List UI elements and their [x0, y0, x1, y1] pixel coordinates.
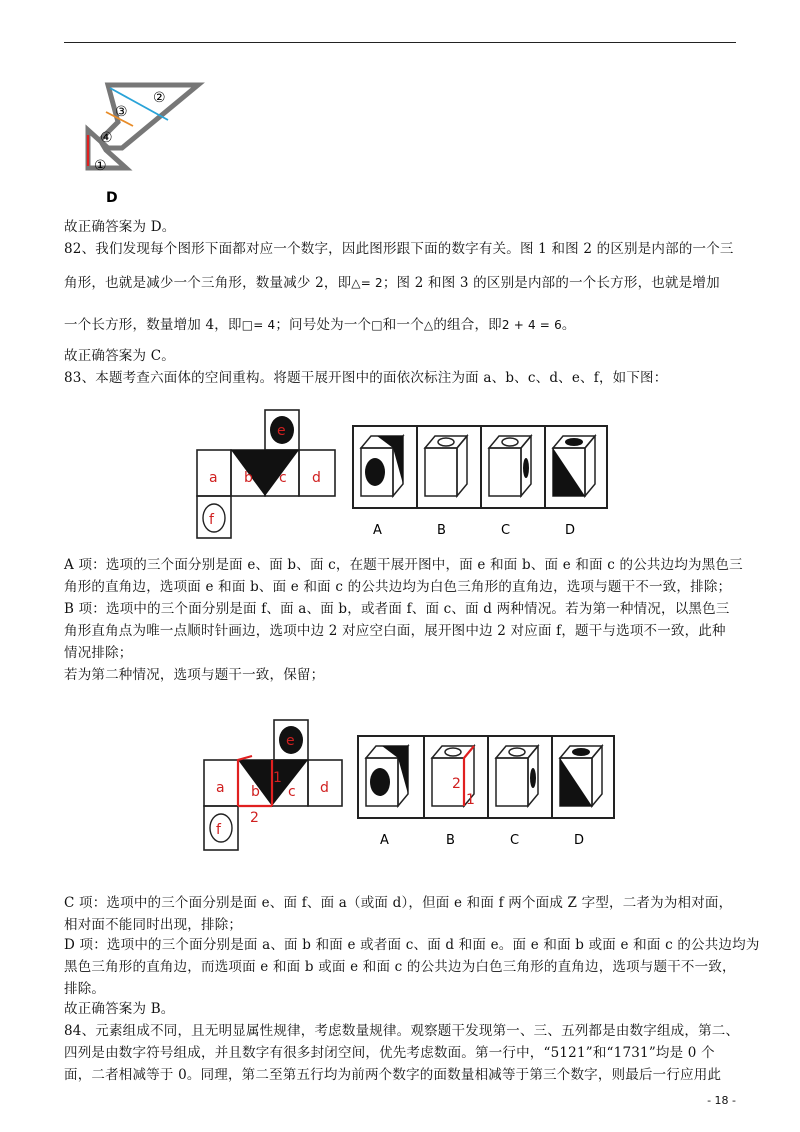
option2-label-c: C: [510, 833, 520, 848]
net2-label-a: a: [216, 780, 225, 796]
q83-b-text: B 项：选项中的三个面分别是面 f、面 a、面 b，或者面 f、面 c、面 d 两种情况。若为第一种情况，以黑色三 角形直角点为唯一点顺时针画边，选项中边 2 对应空白面，展开图中边 2 对应面 f，题干与选项不一致，此种 情况排除； 若为第二种情况，选项与题干一致，保留；: [64, 601, 730, 683]
q82-answer: 故正确答案为 C。: [64, 348, 175, 364]
triangle-icon: △: [351, 276, 361, 290]
figure-top-label: D: [106, 190, 118, 206]
figure-net-1: [195, 408, 615, 548]
q83-intro: 83、本题考查六面体的空间重构。将题干展开图中的面依次标注为面 a、b、c、d、e、f，如下图：: [64, 370, 668, 386]
figure-top-num-1: ①: [94, 158, 107, 174]
net2-label-b: b: [251, 784, 260, 800]
square-icon: □: [241, 318, 254, 332]
net2-label-d: d: [320, 780, 329, 796]
net-label-e: e: [277, 423, 286, 439]
net-label-f: f: [209, 512, 214, 528]
option-label-c: C: [501, 523, 511, 538]
triangle-icon: △: [423, 318, 434, 332]
figure-top-num-2: ②: [153, 90, 166, 106]
net2-label-c: c: [288, 784, 296, 800]
net-black-triangle: [231, 450, 299, 496]
net2-label-f: f: [216, 822, 221, 838]
net-face-f-circle: [203, 504, 225, 532]
cube-b-mark-2: 2: [452, 776, 461, 792]
page-number: - 18 -: [707, 1094, 736, 1107]
figure-net-2: [202, 716, 622, 866]
q83-d-text: D 项：选项中的三个面分别是面 a、面 b 和面 e 或者面 c、面 d 和面 e。面 e 和面 b 或面 e 和面 c 的公共边均为 黑色三角形的直角边，而选项面 e 和面 b 或面 e 和面 c 的公共边为白色三角形的直角边，选项与题干不一致， 排除。: [64, 937, 760, 997]
option2-label-d: D: [574, 833, 585, 848]
figure-top-d: [78, 80, 208, 206]
cube-option-b: [425, 436, 467, 496]
net2-mark-2: 2: [250, 810, 259, 826]
net-label-d: d: [312, 470, 321, 486]
figure-top-num-3: ③: [115, 104, 128, 120]
net-label-a: a: [209, 470, 218, 486]
option-label-b: B: [437, 523, 446, 538]
cube-b-mark-1: 1: [466, 792, 475, 808]
net2-label-e: e: [286, 733, 295, 749]
net-label-b: b: [244, 470, 253, 486]
option2-label-b: B: [446, 833, 455, 848]
q84-text: 84、元素组成不同，且无明显属性规律，考虑数量规律。观察题干发现第一、三、五列都是由数字组成，第二、 四列是由数字符号组成，并且数字有很多封闭空间，优先考虑数面。第一行中，“5121”和“1731”均是 0 个 面，二者相减等于 0。同理，第二至第五行均为前两个数字的面数量相减等于第三个数字，则最后一行应用此: [64, 1023, 740, 1083]
figure-top-num-4: ④: [100, 130, 113, 146]
figure-top-shape: [88, 85, 198, 168]
option-label-a: A: [373, 523, 382, 538]
square-icon: □: [371, 318, 383, 332]
q82-line1: 82、我们发现每个图形下面都对应一个数字，因此图形跟下面的数字有关。图 1 和图 2 的区别是内部的一个三: [64, 241, 734, 257]
option2-label-a: A: [380, 833, 389, 848]
option-label-d: D: [565, 523, 576, 538]
q83-a-text: A 项：选项的三个面分别是面 e、面 b、面 c，在题干展开图中，面 e 和面 b、面 e 和面 c 的公共边均为黑色三 角形的直角边，选项面 e 和面 b、面 e 和面 c 的公共边均为白色三角形的直角边，选项与题干不一致，排除；: [64, 557, 743, 595]
q83-c-text: C 项：选项中的三个面分别是面 e、面 f、面 a（或面 d），但面 e 和面 f 两个面成 Z 字型，二者为为相对面， 相对面不能同时出现，排除；: [64, 895, 733, 933]
text-d-answer: 故正确答案为 D。: [64, 219, 176, 235]
header-rule: [64, 42, 736, 43]
net-label-c: c: [279, 470, 287, 486]
q83-answer: 故正确答案为 B。: [64, 1001, 175, 1017]
net2-mark-1: 1: [273, 770, 282, 786]
q82-line2: 角形，也就是减少一个三角形，数量减少 2，即△= 2；图 2 和图 3 的区别是内部的一个长方形，也就是增加: [64, 275, 720, 291]
q82-line3: 一个长方形，数量增加 4，即□= 4；问号处为一个□和一个△的组合，即2 + 4 = 6。: [64, 317, 576, 333]
